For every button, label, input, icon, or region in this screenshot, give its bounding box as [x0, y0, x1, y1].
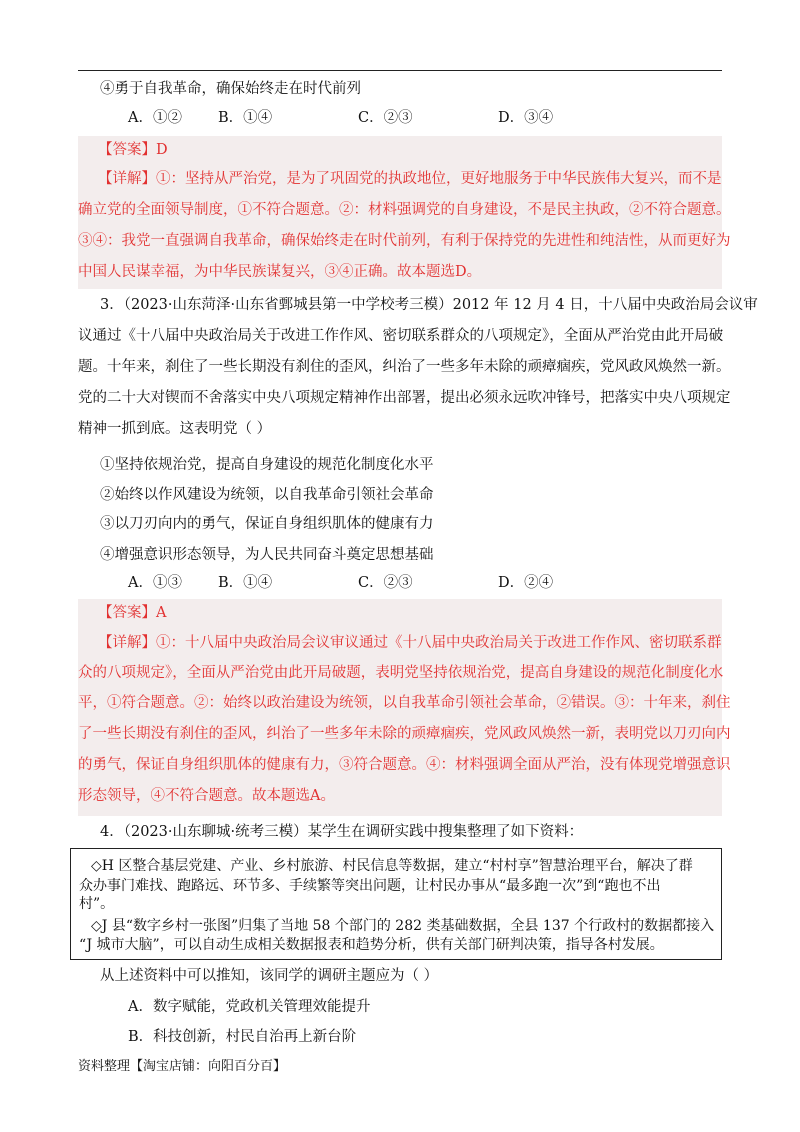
q3-item-1: ①坚持依规治党，提高自身建设的规范化制度化水平: [100, 457, 434, 473]
q3-stem-line-3: 题。十年来，刹住了一些长期没有刹住的歪风，纠治了一些多年未除的顽瘴痼疾，党风政风焕然一新。: [78, 359, 731, 375]
q3-detail-line-3: 平，①符合题意。②：始终以政治建设为统领，以自我革命引领社会革命，②错误。③：十年来，刹住: [78, 695, 731, 711]
q2-detail-text-1: ①：坚持从严治党，是为了巩固党的执政地位，更好地服务于中华民族伟大复兴，而不是: [156, 171, 722, 187]
q3-detail-line-1: [98, 633, 722, 653]
q3-answer-value: A: [156, 605, 167, 621]
q3-detail-line-2: 众的八项规定》，全面从严治党由此开局破题，表明党坚持依规治党，提高自身建设的规范化制度化水: [78, 665, 724, 681]
q3-stem-line-2: 议通过《十八届中央政治局关于改进工作作风、密切联系群众的八项规定》，全面从严治党由此开局破: [78, 328, 724, 344]
q3-item-3: ③以刀刃向内的勇气，保证自身组织肌体的健康有力: [100, 516, 434, 532]
q4-question: 从上述资料中可以推知，该同学的调研主题应为（ ）: [100, 968, 439, 984]
q3-option-b[interactable]: B．①④: [218, 575, 273, 591]
q3-answer-box: [78, 599, 731, 816]
q2-answer-label: 【答案】: [98, 142, 156, 158]
q2-options: [128, 108, 688, 128]
q3-answer: [98, 603, 166, 623]
q4-material-line-2: 众办事门难找、跑路远、环节多、手续繁等突出问题，让村民办事从“最多跑一次”到“跑也不出: [79, 878, 661, 894]
q3-detail-line-6: 形态领导，④不符合题意。故本题选A。: [78, 788, 335, 804]
q2-option-c[interactable]: C．②③: [358, 110, 413, 126]
q4-stem: 4．（2023·山东聊城·统考三模）某学生在调研实践中搜集整理了如下资料：: [100, 824, 584, 840]
q3-stem-line-1: 3．（2023·山东菏泽·山东省鄄城县第一中学校考三模）2012 年 12 月 4 日，十八届中央政治局会议审: [100, 297, 758, 313]
q2-detail-line-2: 确立党的全面领导制度，①不符合题意。②：材料强调党的自身建设，不是民主执政，②不符合题意。: [78, 202, 731, 218]
q3-item-2: ②始终以作风建设为统领，以自我革命引领社会革命: [100, 487, 434, 503]
q3-detail-text-1: ①：十八届中央政治局会议审议通过《十八届中央政治局关于改进工作作风、密切联系群: [156, 635, 722, 651]
q4-material-line-4: ◇J 县“数字乡村一张图”归集了当地 58 个部门的 282 类基础数据，全县 137 个行政村的数据都接入: [91, 918, 715, 934]
q3-stem-line-4: 党的二十大对锲而不舍落实中央八项规定精神作出部署，提出必须永远吹冲锋号，把落实中央八项规定: [78, 390, 731, 406]
q3-stem-line-5: 精神一抓到底。这表明党（ ）: [78, 421, 272, 437]
q4-material-line-1: ◇H 区整合基层党建、产业、乡村旅游、村民信息等数据，建立“村村享”智慧治理平台，解决了群: [91, 858, 693, 874]
q4-material-box: [70, 848, 722, 960]
q2-detail-label: 【详解】: [98, 171, 156, 187]
q3-options: [128, 573, 688, 593]
q3-answer-label: 【答案】: [98, 605, 156, 621]
q3-option-d[interactable]: D．②④: [498, 575, 554, 591]
q2-answer-box: [78, 136, 731, 289]
header-rule: [78, 70, 722, 71]
q2-option-d[interactable]: D．③④: [498, 110, 554, 126]
q4-option-b[interactable]: B．科技创新，村民自治再上新台阶: [128, 1029, 357, 1045]
q2-detail-line-3: ③④：我党一直强调自我革命，确保始终走在时代前列，有利于保持党的先进性和纯洁性，从而更好为: [78, 233, 731, 249]
q4-material-line-3: 村”。: [79, 896, 115, 912]
q3-detail-line-4: 了一些长期没有刹住的歪风，纠治了一些多年未除的顽瘴痼疾，党风政风焕然一新，表明党以刀刃向内: [78, 726, 731, 742]
footer-source: 资料整理【淘宝店铺：向阳百分百】: [78, 1059, 287, 1074]
q3-item-4: ④增强意识形态领导，为人民共同奋斗奠定思想基础: [100, 547, 434, 563]
q3-option-c[interactable]: C．②③: [358, 575, 413, 591]
q2-answer-value: D: [156, 142, 168, 158]
q3-option-a[interactable]: A．①③: [128, 575, 182, 591]
q2-answer: [98, 140, 168, 160]
q4-option-a[interactable]: A．数字赋能，党政机关管理效能提升: [128, 999, 371, 1015]
q2-option-a[interactable]: A．①②: [128, 110, 182, 126]
q2-detail-line-4: 中国人民谋幸福，为中华民族谋复兴，③④正确。故本题选D。: [78, 264, 482, 280]
q3-detail-line-5: 的勇气，保证自身组织肌体的健康有力，③符合题意。④：材料强调全面从严治，没有体现党增强意识: [78, 757, 731, 773]
q2-item-4: ④勇于自我革命，确保始终走在时代前列: [100, 81, 361, 97]
q4-material-line-5: “J 城市大脑”，可以自动生成相关数据报表和趋势分析，供有关部门研判决策，指导各村发展。: [79, 937, 664, 953]
q2-option-b[interactable]: B．①④: [218, 110, 273, 126]
q3-detail-label: 【详解】: [98, 635, 156, 651]
q2-detail-line-1: [98, 169, 722, 189]
